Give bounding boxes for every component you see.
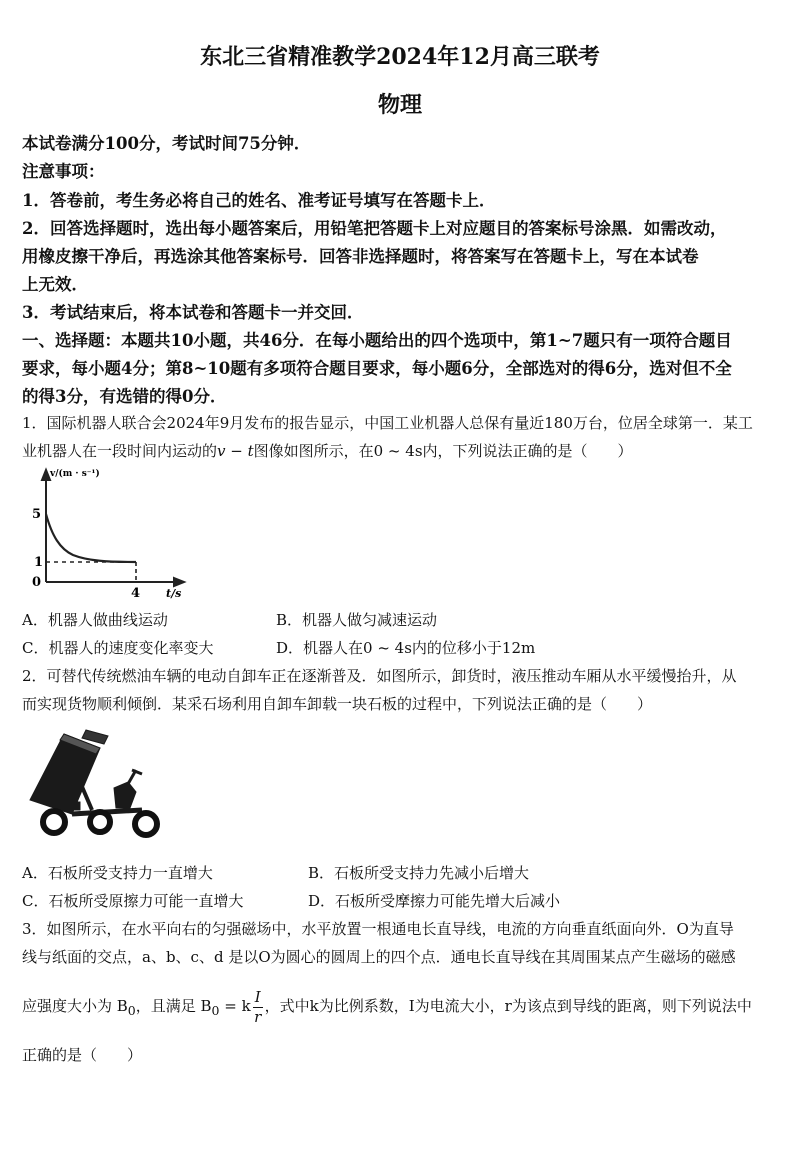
q3-b0-text: 应强度大小为 B — [22, 997, 128, 1015]
q1-stem-line-2 — [22, 440, 782, 461]
q3-formula-explanation: ，式中k为比例系数，I为电流大小，r为该点到导线的距离，则下列说法中 — [264, 997, 752, 1015]
q2-option-a[interactable]: A．石板所受支持力一直增大 — [22, 864, 213, 882]
q3-stem-line-1: 3．如图所示，在水平向右的匀强磁场中，水平放置一根通电长直导线，电流的方向垂直纸面向外．O为直导 — [22, 920, 734, 938]
q1-x-tick-4: 4 — [131, 586, 141, 601]
instructions-score-time: 本试卷满分100分，考试时间75分钟． — [22, 134, 311, 153]
q2-dump-truck-image — [24, 722, 164, 844]
q1-velocity-curve — [46, 514, 136, 562]
q1-option-d[interactable]: D．机器人在0 ~ 4s内的位移小于12m — [276, 639, 536, 657]
q1-vt-symbol: v − t — [217, 442, 254, 460]
q3-stem-line-2: 线与纸面的交点，a、b、c、d 是以O为圆心的圆周上的四个点．通电长直导线在其周围某点产生磁场的磁感 — [22, 948, 736, 966]
subject-title: 物理 — [377, 92, 422, 118]
instruction-item-2b: 用橡皮擦干净后，再选涂其他答案标号．回答非选择题时，将答案写在答题卡上，写在本试卷 — [22, 247, 699, 266]
q1-option-a[interactable]: A．机器人做曲线运动 — [22, 611, 168, 629]
front-wheel — [135, 813, 157, 835]
q3-fraction-denominator: r — [254, 1007, 262, 1026]
q1-stem-line-1: 1．国际机器人联合会2024年9月发布的报告显示，中国工业机器人总保有量近180万台，位居全球第一．某工 — [22, 414, 753, 432]
instruction-item-1: 1．答卷前，考生务必将自己的姓名、准考证号填写在答题卡上． — [22, 191, 496, 210]
bed-top-rail — [82, 730, 108, 744]
exam-title: 东北三省精准教学2024年12月高三联考 — [200, 44, 600, 70]
q2-stem-line-2: 而实现货物顺利倾倒．某采石场利用自卸车卸载一块石板的过程中，下列说法正确的是（ ） — [22, 695, 653, 713]
q1-option-b[interactable]: B．机器人做匀减速运动 — [276, 611, 438, 629]
q3-b0-sub-2: 0 — [211, 1003, 220, 1018]
q1-stem-pre: 业机器人在一段时间内运动的 — [22, 442, 218, 460]
q1-vt-graph — [28, 466, 188, 601]
q1-option-c[interactable]: C．机器人的速度变化率变大 — [22, 639, 214, 657]
q3-b0-sub: 0 — [127, 1003, 136, 1018]
q2-stem-line-1: 2．可替代传统燃油车辆的电动自卸车正在逐渐普及．如图所示，卸货时，液压推动车厢从水平缓慢抬升，从 — [22, 667, 737, 685]
section-heading-c: 的得3分，有选错的得0分． — [22, 387, 227, 406]
q1-y-tick-1: 1 — [34, 555, 44, 570]
truck-cab — [114, 782, 136, 808]
q1-y-label: v/(m · s⁻¹) — [50, 469, 100, 479]
q2-option-c[interactable]: C．石板所受原擦力可能一直增大 — [22, 892, 244, 910]
section-heading-a: 一、选择题：本题共10小题，共46分．在每小题给出的四个选项中，第1~7题只有一项符合题目 — [22, 331, 732, 350]
q1-y-tick-5: 5 — [32, 507, 42, 522]
middle-wheel — [90, 812, 110, 832]
q1-stem-post: 图像如图所示，在0 ~ 4s内，下列说法正确的是（ ） — [253, 442, 633, 460]
hydraulic-ram — [80, 782, 92, 810]
q2-option-b[interactable]: B．石板所受支持力先减小后增大 — [308, 864, 530, 882]
q1-x-label: t/s — [166, 587, 182, 600]
q3-fraction-numerator: I — [254, 987, 261, 1006]
q1-y-arrow — [42, 470, 50, 480]
instructions-heading: 注意事项： — [22, 162, 105, 181]
q3-formula-lead: ，且满足 B — [135, 997, 212, 1015]
rear-wheel — [43, 811, 65, 833]
q3-stem-line-4: 正确的是（ ） — [22, 1046, 143, 1064]
q3-stem-line-3 — [22, 986, 782, 1031]
instruction-item-3: 3．考试结束后，将本试卷和答题卡一并交回． — [22, 303, 364, 322]
section-heading-b: 要求，每小题4分；第8~10题有多项符合题目要求，每小题6分，全部选对的得6分，选对但不全 — [22, 359, 732, 378]
q3-formula-k: = k — [219, 997, 251, 1015]
q3-fraction — [253, 987, 263, 1026]
q1-origin: 0 — [32, 575, 42, 590]
instruction-item-2c: 上无效． — [22, 275, 88, 294]
q1-x-arrow — [174, 578, 184, 586]
q2-option-d[interactable]: D．石板所受摩擦力可能先增大后减小 — [308, 892, 561, 910]
instruction-item-2a: 2．回答选择题时，选出每小题答案后，用铅笔把答题卡上对应题目的答案标号涂黑．如需改动， — [22, 219, 727, 238]
